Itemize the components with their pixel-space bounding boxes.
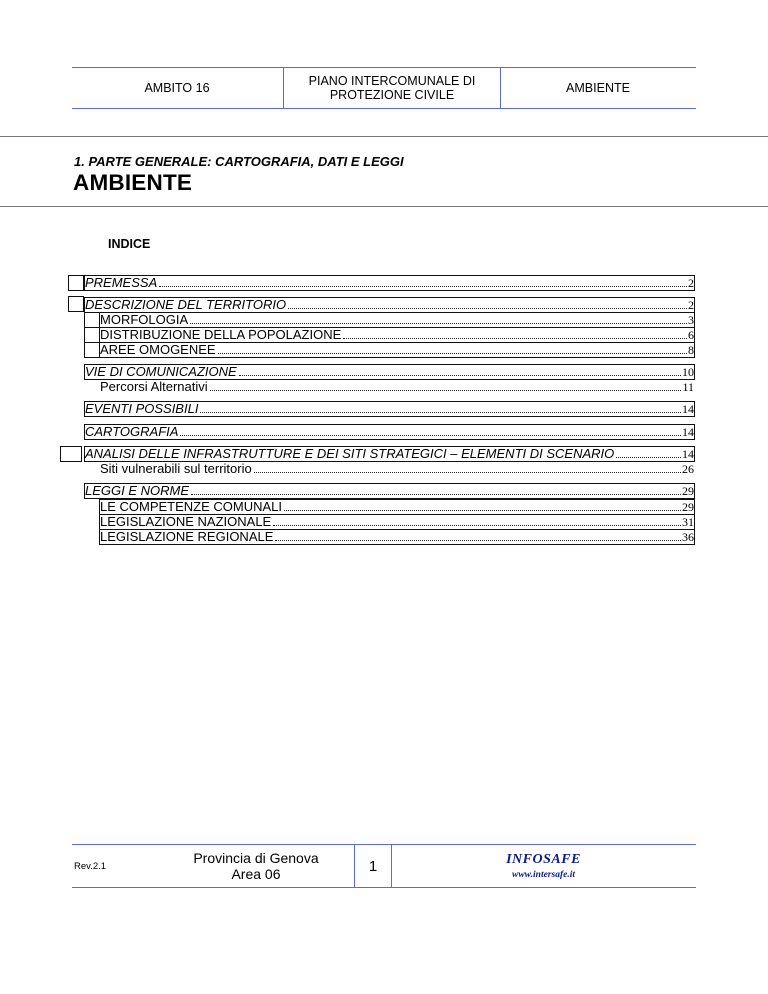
toc-marker-box	[68, 296, 84, 312]
toc-marker-box	[60, 446, 82, 462]
toc-leader	[190, 322, 687, 324]
toc-leader	[180, 434, 681, 436]
toc-entry-siti[interactable]	[100, 462, 694, 476]
toc-entry-text: VIE DI COMUNICAZIONE	[85, 364, 237, 379]
toc-marker-box	[68, 275, 84, 291]
toc-leader	[288, 307, 687, 309]
toc-entry-premessa[interactable]	[85, 276, 694, 290]
toc-page-number: 2	[688, 276, 694, 290]
toc-entry-text: ANALISI DELLE INFRASTRUTTURE E DEI SITI STRATEGICI – ELEMENTI DI SCENARIO	[85, 446, 615, 461]
toc-page-number: 10	[682, 365, 694, 379]
footer-page-number: 1	[354, 845, 392, 887]
toc-entry-aree-omogenee[interactable]	[100, 343, 694, 357]
toc-entry-regionale[interactable]	[100, 530, 694, 544]
toc-page-number: 26	[682, 462, 694, 476]
toc-entry-morfologia[interactable]	[100, 313, 694, 327]
footer-brand-block	[391, 845, 696, 887]
header-piano: PIANO INTERCOMUNALE DI PROTEZIONE CIVILE	[283, 68, 501, 108]
toc-leader	[284, 509, 681, 511]
toc-page-number: 6	[688, 328, 694, 342]
toc-entry-text: LE COMPETENZE COMUNALI	[100, 499, 283, 514]
toc-leader	[159, 285, 687, 287]
toc-entry-text: DESCRIZIONE DEL TERRITORIO	[85, 297, 287, 312]
footer-website[interactable]: www.intersafe.it	[512, 870, 575, 880]
toc-entry-vie-comunicazione[interactable]	[85, 365, 694, 379]
footer-revision: Rev.2.1	[74, 860, 107, 872]
toc-entry-text: Percorsi Alternativi	[100, 379, 208, 394]
toc-page-number: 2	[688, 298, 694, 312]
toc-entry-text: LEGGI E NORME	[85, 483, 190, 498]
toc-page-number: 8	[688, 343, 694, 357]
toc-leader	[275, 539, 681, 541]
toc-entry-eventi[interactable]	[85, 402, 694, 416]
toc-entry-text: MORFOLOGIA	[100, 312, 189, 327]
toc-entry-text: Siti vulnerabili sul territorio	[100, 461, 252, 476]
page-footer	[72, 844, 696, 888]
toc-entry-text: AREE OMOGENEE	[100, 342, 216, 357]
header-ambiente: AMBIENTE	[566, 81, 630, 95]
toc-page-number: 36	[682, 530, 694, 544]
toc-entry-descrizione[interactable]	[85, 298, 694, 312]
toc-leader	[254, 471, 681, 473]
toc-leader	[273, 524, 681, 526]
toc-leader	[616, 456, 681, 458]
toc-page-number: 11	[682, 380, 694, 394]
toc-entry-text: EVENTI POSSIBILI	[85, 401, 199, 416]
toc-entry-text: LEGISLAZIONE NAZIONALE	[100, 514, 272, 529]
toc-entry-competenze[interactable]	[100, 500, 694, 514]
toc-entry-text: LEGISLAZIONE REGIONALE	[100, 529, 274, 544]
toc-page-number: 14	[682, 402, 694, 416]
toc-page-number: 31	[682, 515, 694, 529]
toc-entry-analisi[interactable]	[85, 447, 694, 461]
toc-leader	[191, 493, 681, 495]
toc-marker-box	[84, 342, 100, 358]
toc-entry-text: PREMESSA	[85, 275, 158, 290]
toc-leader	[239, 374, 681, 376]
toc-page-number: 14	[682, 425, 694, 439]
toc-entry-distribuzione[interactable]	[100, 328, 694, 342]
toc-page-number: 29	[682, 500, 694, 514]
footer-provincia	[158, 845, 354, 887]
toc-entry-text: CARTOGRAFIA	[85, 424, 179, 439]
toc-entry-cartografia[interactable]	[85, 425, 694, 439]
toc-page-number: 3	[688, 313, 694, 327]
toc-entry-nazionale[interactable]	[100, 515, 694, 529]
toc-entry-percorsi[interactable]	[100, 380, 694, 394]
top-divider	[0, 136, 768, 137]
toc-entry-leggi[interactable]	[85, 484, 694, 498]
toc-marker-box	[84, 327, 100, 343]
title-divider	[0, 206, 768, 207]
toc-page-number: 29	[682, 484, 694, 498]
page-header	[72, 67, 696, 109]
toc-heading: INDICE	[108, 237, 151, 251]
toc-leader	[218, 352, 687, 354]
toc-leader	[343, 337, 687, 339]
header-ambito: AMBITO 16	[144, 81, 210, 95]
footer-provincia-line1: Provincia di Genova	[193, 850, 319, 866]
section-title: AMBIENTE	[73, 170, 193, 195]
footer-provincia-line2: Area 06	[231, 866, 281, 882]
toc-marker-box	[84, 312, 100, 328]
toc-entry-text: DISTRIBUZIONE DELLA POPOLAZIONE	[100, 327, 342, 342]
toc-page-number: 14	[682, 447, 694, 461]
section-label: 1. PARTE GENERALE: CARTOGRAFIA, DATI E LEGGI	[74, 154, 404, 169]
infosafe-logo: INFOSAFE	[506, 852, 581, 867]
toc-leader	[200, 411, 681, 413]
toc-leader	[210, 389, 682, 391]
